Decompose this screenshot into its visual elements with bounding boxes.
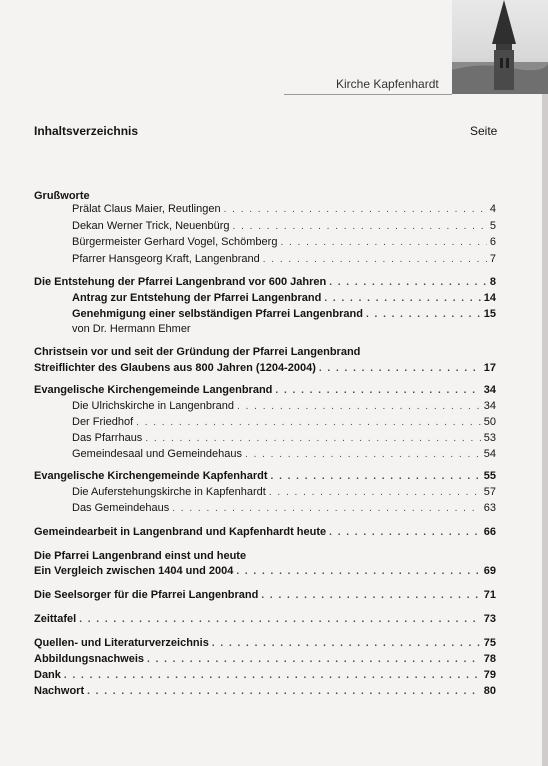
toc-entry-page: 8 (489, 276, 496, 288)
page-edge (542, 0, 548, 766)
toc-entry (34, 669, 496, 685)
toc-entry (72, 236, 496, 252)
toc-entry-page: 54 (483, 448, 496, 460)
toc-dots (87, 686, 481, 697)
toc-entry-page: 71 (483, 589, 496, 601)
toc-dots (136, 417, 481, 428)
toc-entry (34, 589, 496, 605)
toc-dots (79, 614, 481, 625)
header-rule (284, 94, 452, 95)
toc-dots (237, 401, 481, 412)
toc-dots (329, 277, 487, 288)
toc-entry-title: Quellen- und Literaturverzeichnis (34, 637, 209, 649)
toc-dots (145, 433, 480, 444)
toc-entry-title: Genehmigung einer selbständigen Pfarrei Langenbrand (72, 308, 363, 320)
toc-entry-title: Ein Vergleich zwischen 1404 und 2004 (34, 565, 234, 577)
toc-dots (147, 654, 481, 665)
toc-entry (72, 400, 496, 416)
toc-entry (34, 276, 496, 292)
toc-entry-page: 73 (483, 613, 496, 625)
toc-entry (34, 526, 496, 542)
toc-dots (275, 385, 480, 396)
toc-entry-page: 17 (483, 362, 496, 374)
toc-entry-page: 7 (489, 253, 496, 265)
toc-entry (72, 416, 496, 432)
toc-entry-title: Abbildungsnachweis (34, 653, 145, 665)
toc-entry-title: Prälat Claus Maier, Reutlingen (72, 203, 221, 215)
toc-entry-page: 34 (483, 384, 496, 396)
toc-entry (34, 637, 496, 653)
toc-entry (34, 565, 496, 581)
toc-entry-title: Nachwort (34, 685, 85, 697)
toc-entry-page: 63 (483, 502, 496, 514)
toc-entry-title-line1: Christsein vor und seit der Gründung der Pfarrei Langenbrand (34, 346, 361, 358)
toc-entry (72, 292, 496, 308)
header-title: Kirche Kapfenhardt (336, 77, 439, 91)
toc-entry (34, 362, 496, 378)
toc-dots (233, 221, 487, 232)
toc-entry-page: 50 (483, 416, 496, 428)
toc-dots (271, 471, 481, 482)
toc-entry-title: Evangelische Kirchengemeinde Kapfenhardt (34, 470, 268, 482)
toc-entry-page: 6 (489, 236, 496, 248)
toc-entry-page: 57 (483, 486, 496, 498)
toc-entry-title: Die Seelsorger für die Pfarrei Langenbrand (34, 589, 259, 601)
toc-dots (280, 237, 486, 248)
toc-entry (72, 220, 496, 236)
toc-dots (224, 204, 487, 215)
toc-entry (34, 653, 496, 669)
toc-entry (72, 502, 496, 518)
toc-entry-title: Die Entstehung der Pfarrei Langenbrand vor 600 Jahren (34, 276, 327, 288)
toc-entry (72, 203, 496, 219)
toc-entry-page: 14 (483, 292, 496, 304)
toc-entry-page: 80 (483, 685, 496, 697)
toc-dots (319, 363, 481, 374)
toc-entry (34, 384, 496, 400)
toc-entry-title: Die Auferstehungskirche in Kapfenhardt (72, 486, 266, 498)
toc-entry-title: Dekan Werner Trick, Neuenbürg (72, 220, 230, 232)
toc-entry (34, 685, 496, 701)
toc-entry-title: Streiflichter des Glaubens aus 800 Jahren (1204-2004) (34, 362, 316, 374)
toc-entry (34, 613, 496, 629)
toc-entry-page: 34 (483, 400, 496, 412)
toc-dots (212, 638, 481, 649)
toc-entry (72, 432, 496, 448)
church-tower-photo (452, 0, 548, 94)
toc-entry-title: Dank (34, 669, 61, 681)
toc-heading: Inhaltsverzeichnis (34, 124, 139, 138)
toc-entry-title: Evangelische Kirchengemeinde Langenbrand (34, 384, 273, 396)
toc-dots (261, 590, 480, 601)
toc-entry-page: 5 (489, 220, 496, 232)
toc-entry-title: Bürgermeister Gerhard Vogel, Schömberg (72, 236, 278, 248)
toc-entry-title: Antrag zur Entstehung der Pfarrei Langenbrand (72, 292, 322, 304)
toc-entry-title: Zeittafel (34, 613, 77, 625)
toc-dots (263, 254, 487, 265)
toc-dots (245, 449, 481, 460)
toc-dots (236, 566, 480, 577)
toc-dots (269, 487, 481, 498)
toc-section-grussworte: Grußworte (34, 190, 90, 202)
toc-entry-page: 69 (483, 565, 496, 577)
toc-entry-title-line1: Die Pfarrei Langenbrand einst und heute (34, 550, 247, 562)
toc-entry-title: Gemeindesaal und Gemeindehaus (72, 448, 243, 460)
toc-dots (172, 503, 481, 514)
toc-entry-page: 66 (483, 526, 496, 538)
church-tower-image (452, 0, 548, 94)
toc-dots (64, 670, 481, 681)
toc-entry-title: Das Gemeindehaus (72, 502, 170, 514)
toc-entry-page: 4 (489, 203, 496, 215)
toc-entry-page: 55 (483, 470, 496, 482)
toc-dots (324, 293, 480, 304)
toc-entry (34, 470, 496, 486)
toc-entry-title: Das Pfarrhaus (72, 432, 143, 444)
toc-entry-title: Pfarrer Hansgeorg Kraft, Langenbrand (72, 253, 260, 265)
toc-entry-page: 15 (483, 308, 496, 320)
toc-entry-title: Gemeindearbeit in Langenbrand und Kapfenhardt heute (34, 526, 327, 538)
toc-entry-author: von Dr. Hermann Ehmer (72, 323, 191, 335)
toc-entry-title: Der Friedhof (72, 416, 134, 428)
toc-entry-page: 79 (483, 669, 496, 681)
toc-entry (72, 448, 496, 464)
toc-entry-page: 75 (483, 637, 496, 649)
toc-entry-page: 78 (483, 653, 496, 665)
toc-entry-title: Die Ulrichskirche in Langenbrand (72, 400, 235, 412)
page-column-label: Seite (470, 124, 498, 138)
toc-dots (366, 309, 481, 320)
toc-entry (72, 308, 496, 324)
toc-entry (72, 486, 496, 502)
toc-dots (329, 527, 481, 538)
toc-entry (72, 253, 496, 269)
toc-entry-page: 53 (483, 432, 496, 444)
